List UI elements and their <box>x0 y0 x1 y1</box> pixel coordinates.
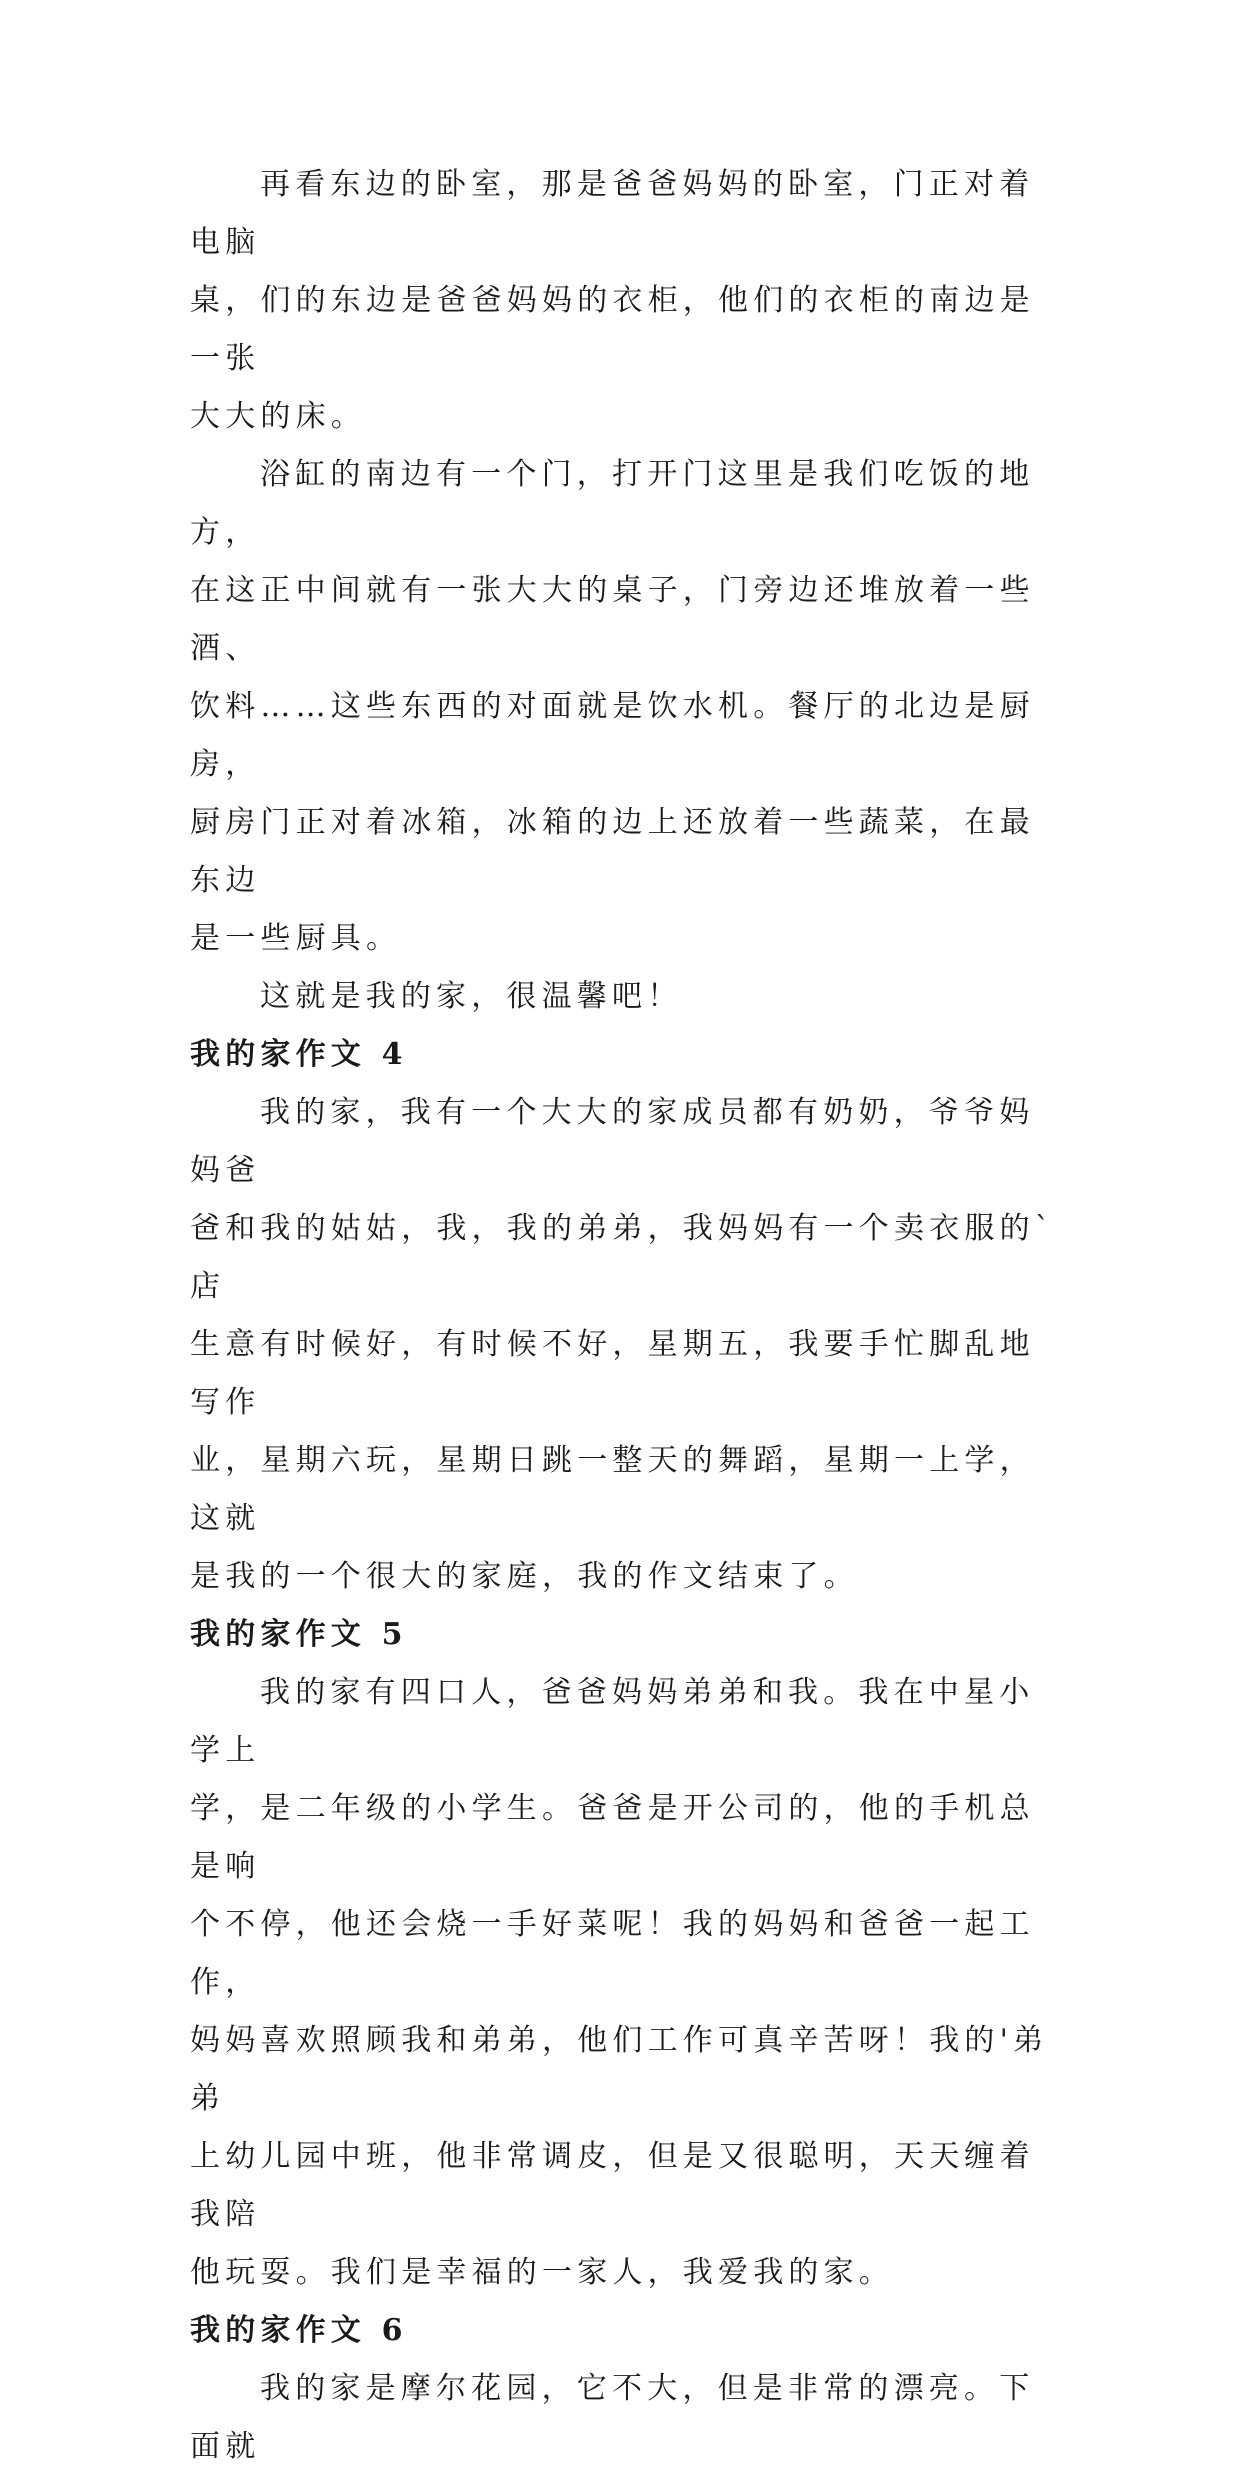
document-body <box>190 156 1060 2476</box>
paragraph-dining-room: 浴缸的南边有一个门，打开门这里是我们吃饭的地方， 在这正中间就有一张大大的桌子，门旁边还堆放着一些酒、 饮料……这些东西的对面就是饮水机。餐厅的北边是厨房， 厨房门正对着冰箱，冰箱的边上还放着一些蔬菜，在最东边 是一些厨具。 <box>190 457 1035 956</box>
paragraph-bedroom: 再看东边的卧室，那是爸爸妈妈的卧室，门正对着电脑 桌，们的东边是爸爸妈妈的衣柜，他们的衣柜的南边是一张 大大的床。 <box>190 167 1035 434</box>
paragraph-conclusion: 这就是我的家，很温馨吧！ <box>260 979 683 1014</box>
essay-heading-4: 我的家作文 4 <box>190 1037 408 1072</box>
paragraph-essay-4: 我的家，我有一个大大的家成员都有奶奶，爷爷妈妈爸 爸和我的姑姑，我，我的弟弟，我妈妈有一个卖衣服的`店 生意有时候好，有时候不好，星期五，我要手忙脚乱地写作 业，星期六玩，星期日跳一整天的舞蹈，星期一上学，这就 是我的一个很大的家庭，我的作文结束了。 <box>190 1095 1055 1594</box>
paragraph-essay-6: 我的家是摩尔花园，它不大，但是非常的漂亮。下面就 <box>190 2371 1035 2464</box>
paragraph-essay-5: 我的家有四口人，爸爸妈妈弟弟和我。我在中星小学上 学，是二年级的小学生。爸爸是开公司的，他的手机总是响 个不停，他还会烧一手好菜呢！我的妈妈和爸爸一起工作， 妈妈喜欢照顾我和弟弟，他们工作可真辛苦呀！我的'弟弟 上幼儿园中班，他非常调皮，但是又很聪明，天天缠着我陪 他玩耍。我们是幸福的一家人，我爱我的家。 <box>190 1675 1049 2290</box>
essay-heading-5: 我的家作文 5 <box>190 1617 408 1652</box>
essay-heading-6: 我的家作文 6 <box>190 2313 408 2348</box>
